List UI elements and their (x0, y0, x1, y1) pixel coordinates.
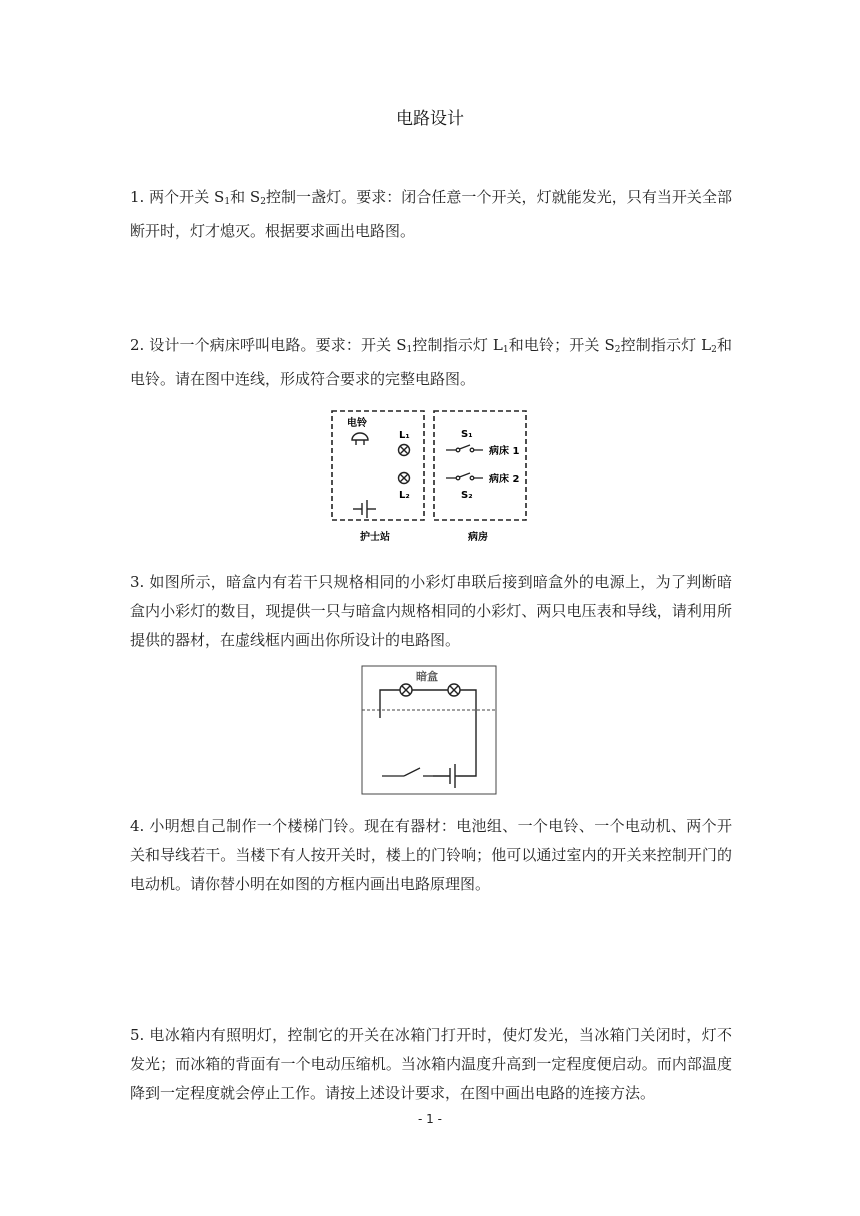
question-1 (130, 183, 732, 246)
page-number: - 1 - (418, 1112, 442, 1126)
switch-icon (382, 768, 433, 776)
q2-s2-sub: 2 (614, 345, 621, 355)
ward-label: 病房 (468, 532, 488, 543)
nurse-station-label: 护士站 (360, 532, 390, 543)
q1-s1-sub: 1 (224, 197, 231, 207)
bell-label: 电铃 (347, 418, 367, 429)
lamp-l1-icon (399, 445, 410, 456)
question-4 (130, 812, 732, 899)
q1-prefix: 1. 两个开关 S (130, 188, 225, 206)
lamp-2-icon (448, 684, 460, 696)
figure-3-dark-box (360, 664, 500, 796)
q1-s2-sub: 2 (260, 197, 266, 207)
q3-text: 3. 如图所示，暗盒内有若干只规格相同的小彩灯串联后接到暗盒外的电源上，为了判断暗盒内小彩灯的数目，现提供一只与暗盒内规格相同的小彩灯、两只电压表和导线，请利用所提供的器材，在虚线框内画出你所设计的电路图。 (130, 573, 732, 649)
q1-mid: 和 S (230, 188, 261, 206)
ward-box (434, 411, 526, 520)
question-3 (130, 568, 732, 655)
question-5 (130, 1021, 732, 1108)
q5-text: 5. 电冰箱内有照明灯，控制它的开关在冰箱门打开时，使灯发光，当冰箱门关闭时，灯不发光；而冰箱的背面有一个电动压缩机。当冰箱内温度升高到一定程度便启动。而内部温度降到一定程度就会停止工作。请按上述设计要求，在图中画出电路的连接方法。 (130, 1026, 732, 1102)
bell-icon (352, 433, 368, 445)
l2-label: L₂ (399, 490, 410, 501)
l1-label: L₁ (399, 430, 410, 441)
dark-box-label: 暗盒 (416, 670, 438, 683)
q4-text: 4. 小明想自己制作一个楼梯门铃。现在有器材：电池组、一个电铃、一个电动机、两个开关和导线若干。当楼下有人按开关时，楼上的门铃响；他可以通过室内的开关来控制开门的电动机。请你替小明在如图的方框内画出电路原理图。 (130, 817, 732, 893)
lamp-l2-icon (399, 473, 410, 484)
battery-icon (433, 764, 458, 788)
lamp-1-icon (400, 684, 412, 696)
nurse-station-box (332, 411, 424, 520)
page-title: 电路设计 (396, 109, 464, 129)
s1-label: S₁ (461, 429, 473, 440)
switch-s1-icon (446, 445, 483, 452)
question-2 (130, 331, 732, 394)
q2-part1: 2. 设计一个病床呼叫电路。要求：开关 S (130, 336, 407, 354)
bed-2-label: 病床 2 (489, 474, 520, 485)
q2-part3: 和电铃；开关 S (508, 336, 615, 354)
battery-icon (353, 500, 376, 518)
q2-l2-sub: 2 (711, 345, 717, 355)
switch-s2-icon (446, 473, 483, 480)
q2-part5: 和电铃。请在图中连线，形成符合要求的完整电路图。 (130, 336, 732, 388)
bed-1-label: 病床 1 (489, 446, 520, 457)
figure-2-nurse-call (320, 404, 540, 550)
s2-label: S₂ (461, 490, 473, 501)
q2-part4: 控制指示灯 L (620, 336, 712, 354)
q2-s1-sub: 1 (406, 345, 413, 355)
q2-part2: 控制指示灯 L (412, 336, 503, 354)
q1-rest: 控制一盏灯。要求：闭合任意一个开关，灯就能发光，只有当开关全部断开时，灯才熄灭。根据要求画出电路图。 (130, 188, 732, 240)
q2-l1-sub: 1 (502, 345, 509, 355)
